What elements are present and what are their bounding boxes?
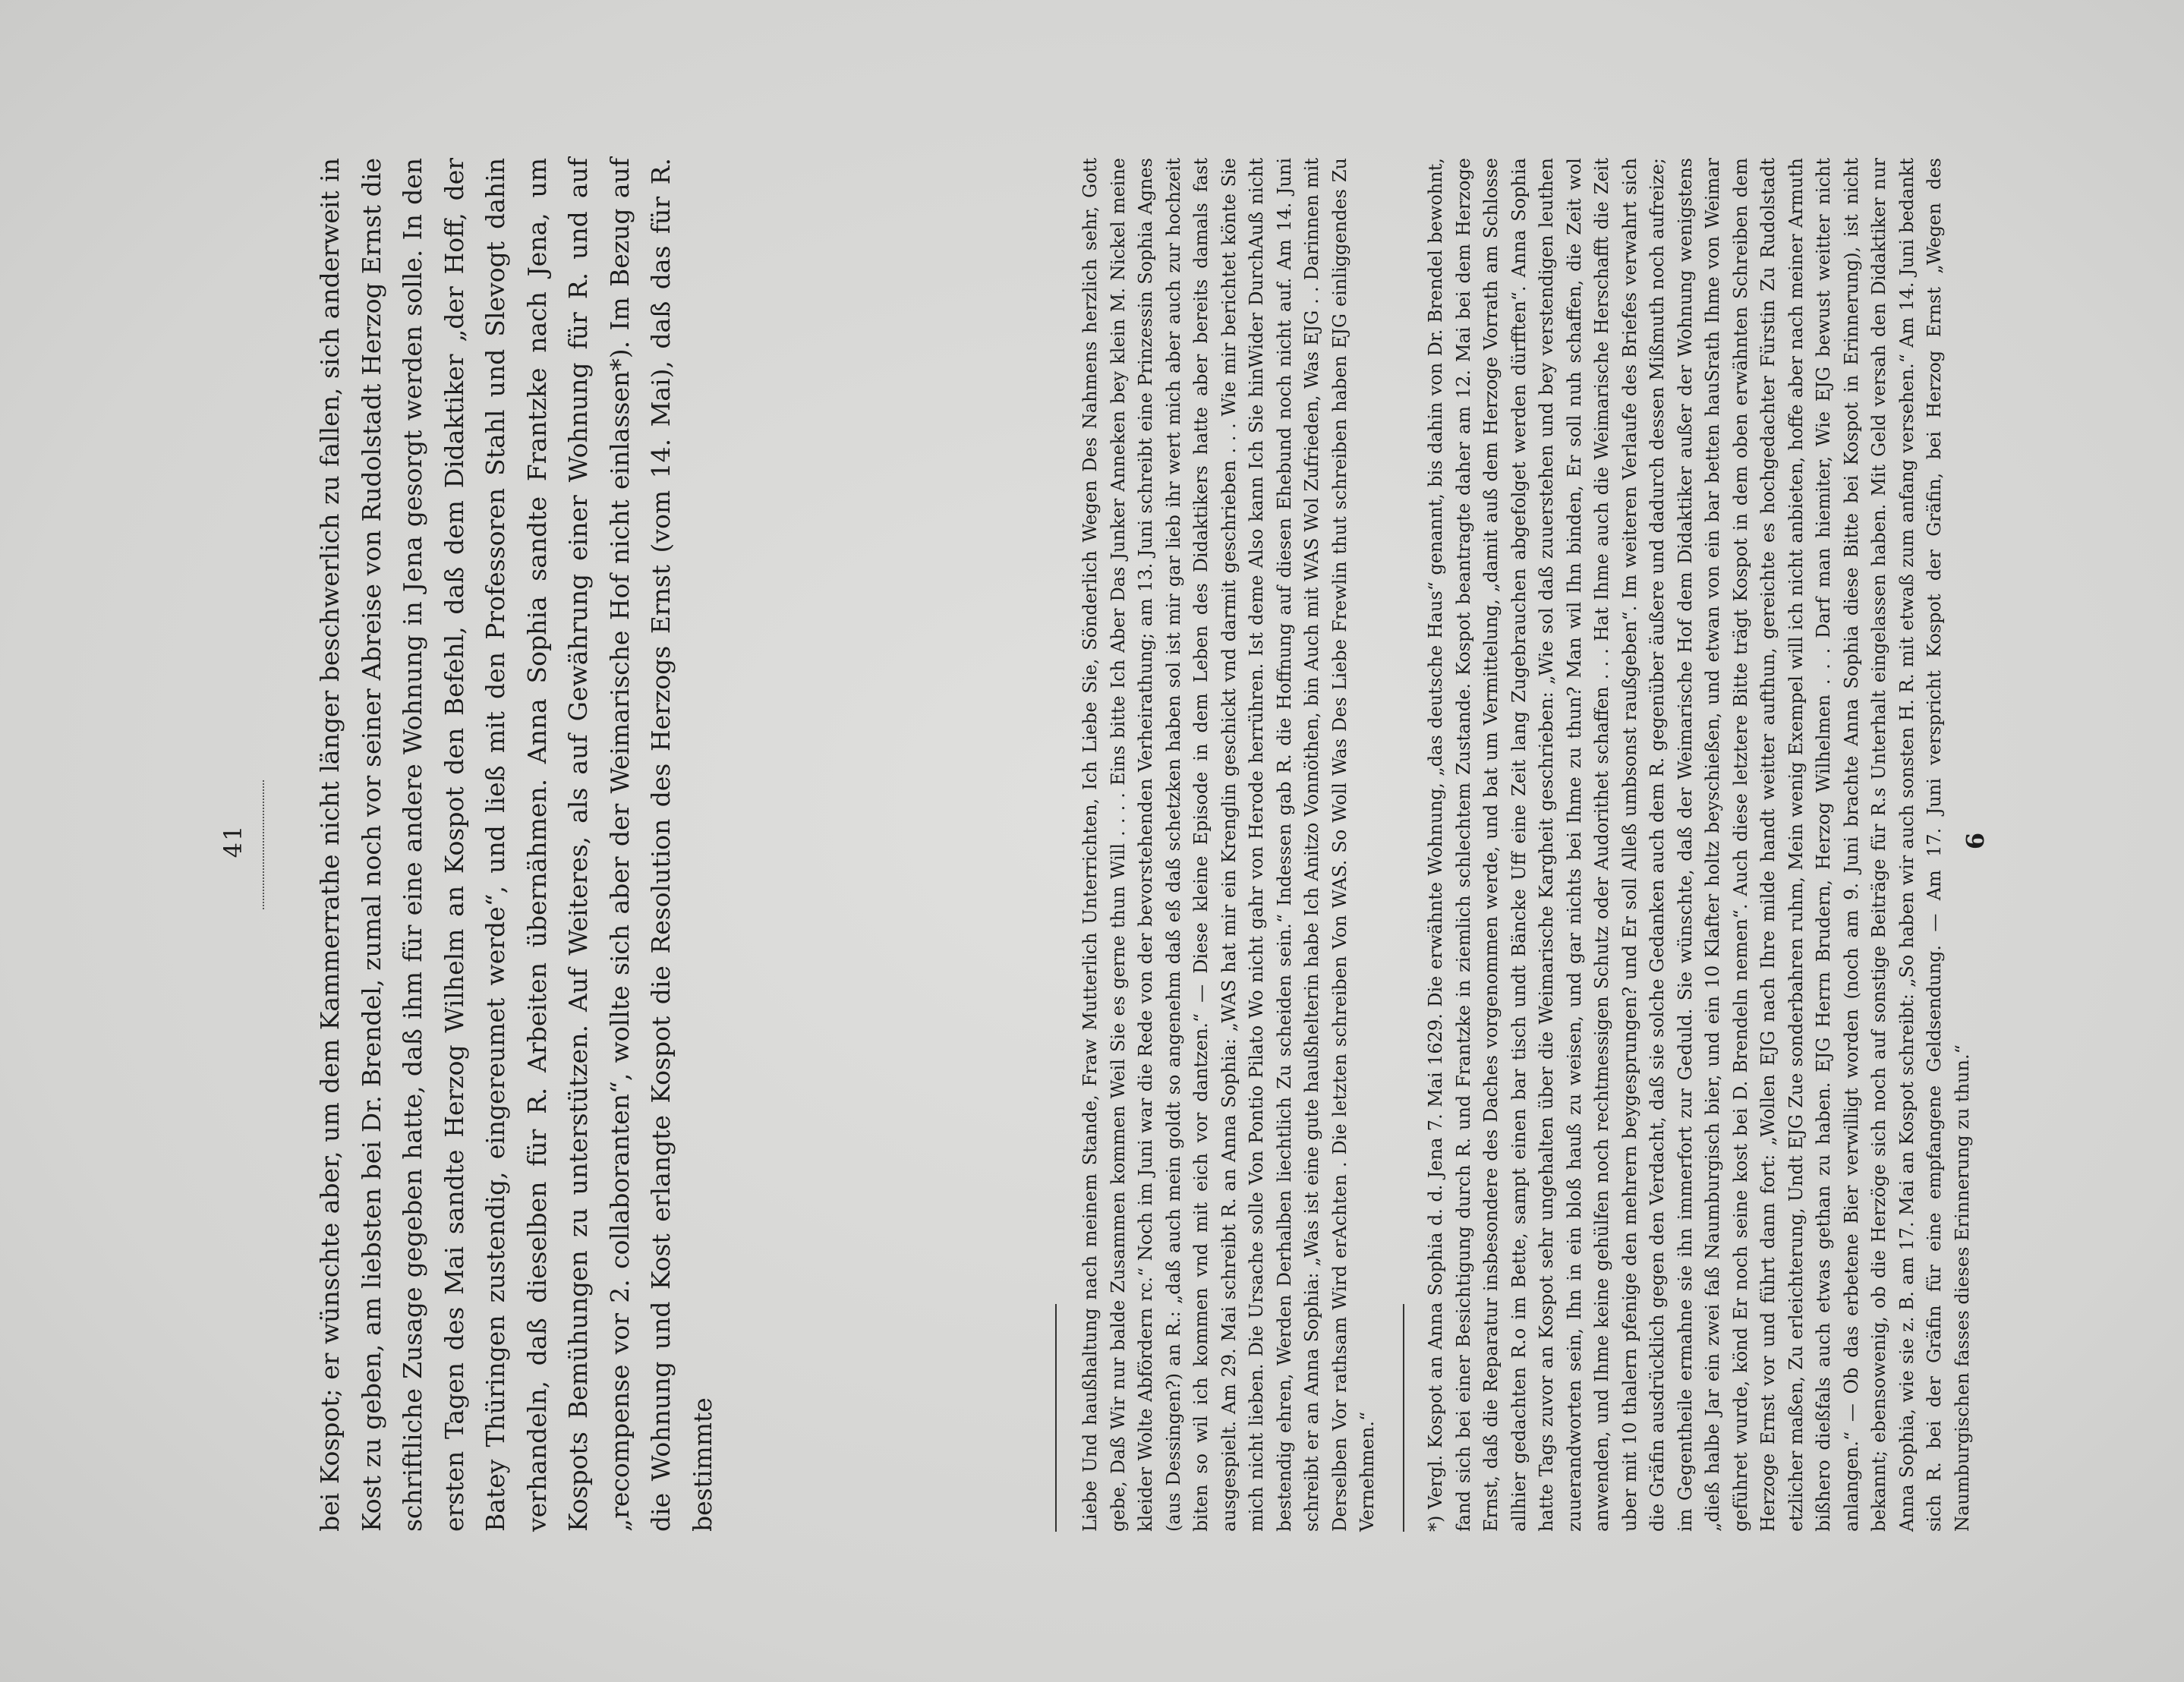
main-paragraph: bei Kospot; er wünschte aber, um dem Kammerrathe nicht länger beschwerlich zu fallen, sich anderweit in Kost zu geben, am liebsten bei Dr. Brendel, zumal noch vor seiner Abreise von Rudolstadt Herzog Ernst die schriftliche Zusage gegeben hatte, daß ihm für eine andere Wohnung in Jena gesorgt werden solle. In den ersten Tagen des Mai sandte Herzog Wilhelm an Kospot den Befehl, daß dem Didaktiker „der Hoff, der Batey Thüringen zustendig, eingereumet werde“, und ließ mit den Professoren Stahl und Slevogt dahin verhandeln, daß dieselben für R. Arbeiten übernähmen. Anna Sophia sandte Frantzke nach Jena, um Kospots Bemühungen zu unterstützen. Auf Weiteres, als auf Gewährung einer Wohnung für R. und auf „recompense vor 2. collaboranten“, wollte sich aber der Weimarische Hof nicht einlassen*). Im Bezug auf die Wohnung und Kost erlangte Kospot die Resolution des Herzogs Ernst (vom 14. Mai), daß das für R. bestimmte: [315, 158, 717, 1532]
page-number-ornament: [263, 780, 264, 909]
section-divider: [1055, 1304, 1057, 1532]
footnote-divider: [1403, 1304, 1404, 1532]
footnote-block: [1422, 158, 1976, 1532]
page-number: 41: [219, 824, 247, 858]
signature-mark: 6: [1961, 832, 1990, 850]
rotated-page-content: [181, 97, 2003, 1585]
letter-quote-block: [1076, 158, 1382, 1532]
main-text-block: [310, 158, 723, 1532]
footnote-paragraph: *) Vergl. Kospot an Anna Sophia d. d. Jena 7. Mai 1629. Die erwähnte Wohnung, „das deutsche Haus“ genannt, bis dahin von Dr. Brendel bewohnt, fand sich bei einer Besichtigung durch R. und Frantzke in ziemlich schlechtem Zustande. Kospot beantragte daher am 12. Mai bei dem Herzoge Ernst, daß die Reparatur insbesondere des Daches vorgenommen werde, und bat um Vermittelung, „damit auß dem Herzoge Vorrath am Schlosse allhier gedachten R.o im Bette, sampt einen bar tisch undt Bäncke Uff eine Zeit lang Zugebrauchen abgefolget werden dürfften“. Anna Sophia hatte Tags zuvor an Kospot sehr ungehalten über die Weimarische Kargheit geschrieben: „Wie sol daß zuuerstehen und bey verstendigen leuthen zuuerandworten sein, Ihn in ein bloß hauß zu weisen, und gar nichts bei Ihme zu thun? Man wil Ihn binden, Er soll nuh schaffen, die Zeit wol anwenden, und Ihme keine gehülfen noch rechtmessigen Schutz oder Audorithet schaffen . . . Hat Ihme auch die Weimarische Herschafft die Zeit uber mit 10 thalern pfenige den mehrern beygesprungen? und Er soll Alleß umbsonst raußgeben“. Im weiteren Verlaufe des Briefes verwahrt sich die Gräfin ausdrücklich gegen den Verdacht, daß sie solche Gedanken auch dem R. gegenüber äußere und dadurch dessen Mißmuth noch aufreize; im Gegentheile ermahne sie ihn immerfort zur Geduld. Sie wünschte, daß der Weimarische Hof dem Didaktiker außer der Wohnung wenigstens „dieß halbe Jar ein zwei faß Naumburgisch bier, und ein 10 Klafter holtz beyschießen, und etwan von ein bar betten hauSrath Ihme von Weimar geführet wurde, könd Er noch seine kost bei D. Brendeln nemen“. Auch diese letztere Bitte trägt Kospot in dem oben erwähnten Schreiben dem Herzoge Ernst vor und führt dann fort: „Wollen EJG nach Ihre milde handt weitter aufthun, gereichte es hochgedachter Fürstin Zu Rudolstadt etzlicher maßen, Zu erleichterung, Undt EJG Zue sonderbahren ruhm, Mein wenig Exempel will ich nicht anbieten, hoffe aber nach meiner Armuth bißhero dießfals auch etwas gethan zu haben. EJG Herrn Brudern, Herzog Wilhelmen . . . Darf man hiemiter, Wie EJG bewust weitter nicht anlangen.“ — Ob das erbetene Bier verwilligt worden (noch am 9. Juni brachte Anna Sophia diese Bitte bei Kospot in Erinnerung), ist nicht bekannt; ebensowenig, ob die Herzöge sich noch auf sonstige Beiträge für R.s Unterhalt eingelassen haben. Mit Geld versah den Didaktiker nur Anna Sophia, wie sie z. B. am 17. Mai an Kospot schreibt: „So haben wir auch sonsten H. R. mit etwaß zum anfang versehen.“ Am 14. Juni bedankt sich R. bei der Gräfin für eine empfangene Geldsendung. — Am 17. Juni verspricht Kospot der Gräfin, bei Herzog Ernst „Wegen des Naumburgischen fasses dieses Erinnerung zu thun.“: [1425, 158, 1973, 1532]
letter-paragraph: Liebe Und haußhaltung nach meinem Stande, Fraw Mutterlich Unterrichten, Ich Liebe Sie, Sönderlich Wegen Des Nahmens herzlich sehr, Gott gebe, Daß Wir nur balde Zusammen kommen Weil Sie es gerne thun Will . . . . Eins bitte Ich Aber Das Junker Anneken bey klein M. Nickel meine kleider Wolte Abfördern rc.“ Noch im Juni war die Rede von der bevorstehenden Verheirathung; am 13. Juni schreibt eine Prinzessin Sophia Agnes (aus Dessingen?) an R.: „daß auch mein goldt so angenehm daß eß daß schetzken haben sol ist mir gar lieb ihr wert mich aber auch zur hochzeit biten so wil ich kommen vnd mit eich vor dantzen.“ — Diese kleine Episode in dem Leben des Didaktikers hatte aber bereits damals fast ausgespielt. Am 29. Mai schreibt R. an Anna Sophia: „WAS hat mir ein Krenglin geschickt vnd darmit geschrieben . . . Wie mir berichtet könte Sie mich nicht lieben. Die Ursache solle Von Pontio Pilato Wo nicht gahr von Herode herrühren. Ist deme Also kann Ich Sie hinWider DurchAuß nicht bestendig ehren, Werden Derhalben liechtlich Zu scheiden sein.“ Indessen gab R. die Hoffnung auf diesen Ehebund noch nicht auf. Am 14. Juni schreibt er an Anna Sophia: „Was ist eine gute haußhelterin habe Ich Anitzo Vonnöthen, bin Auch mit WAS Wol Zufrieden, Was EJG . . Darinnen mit Derselben Vor rathsam Wird erAchten . Die letzten schreiben Von WAS. So Woll Was Des Liebe Frewlin thut schreiben haben EJG einliggendes Zu Vernehmen.“: [1079, 158, 1378, 1532]
